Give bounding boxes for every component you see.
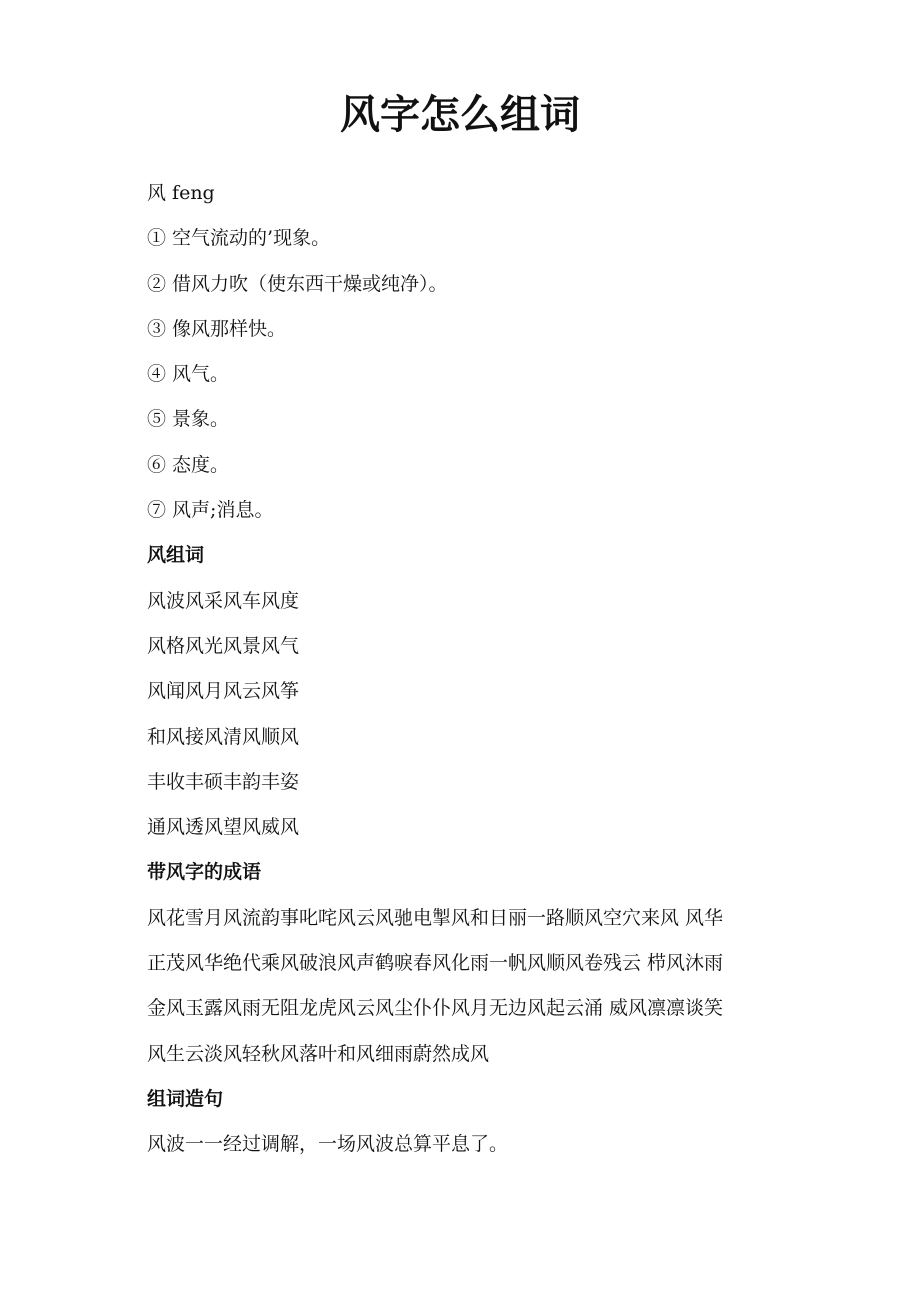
meaning-item: ④ 风气。 <box>147 363 230 386</box>
words-heading: 风组词 <box>147 544 205 567</box>
idiom-line: 风生云淡风轻秋风落叶和风细雨蔚然成风 <box>147 1042 490 1065</box>
page-title: 风字怎么组词 <box>340 92 580 138</box>
sentences-heading: 组词造句 <box>147 1087 224 1110</box>
document-body <box>147 175 787 1172</box>
character-heading: 风 feng <box>147 182 215 204</box>
idiom-line: 风花雪月风流韵事叱咤风云风驰电掣风和日丽一路顺风空穴来风 风华 <box>147 906 724 929</box>
idioms-heading: 带风字的成语 <box>147 861 262 884</box>
words-list <box>147 583 787 855</box>
idiom-line: 正茂风华绝代乘风破浪风声鹤唳春风化雨一帆风顺风卷残云 栉风沐雨 <box>147 952 724 975</box>
idiom-line: 金风玉露风雨无阻龙虎风云风尘仆仆风月无边风起云涌 威风凛凛谈笑 <box>147 997 724 1020</box>
meaning-item: ③ 像风那样快。 <box>147 317 287 340</box>
meaning-item: ② 借风力吹（使东西干燥或纯净）。 <box>147 272 448 295</box>
meaning-item: ⑤ 景象。 <box>147 408 230 431</box>
meaning-item: ⑦ 风声;消息。 <box>147 499 274 522</box>
meaning-item: ① 空气流动的’现象。 <box>147 227 331 250</box>
word-line: 风波风采风车风度 <box>147 589 300 612</box>
idioms-paragraph <box>147 900 787 1081</box>
meaning-item: ⑥ 态度。 <box>147 453 230 476</box>
word-line: 风闻风月风云风筝 <box>147 680 300 703</box>
word-line: 风格风光风景风气 <box>147 634 300 657</box>
meanings-list <box>147 220 787 537</box>
word-line: 通风透风望风威风 <box>147 816 300 839</box>
word-line: 丰收丰硕丰韵丰姿 <box>147 770 300 793</box>
sentence-item: 风波一一经过调解，一场风波总算平息了。 <box>147 1133 509 1156</box>
word-line: 和风接风清风顺风 <box>147 725 300 748</box>
